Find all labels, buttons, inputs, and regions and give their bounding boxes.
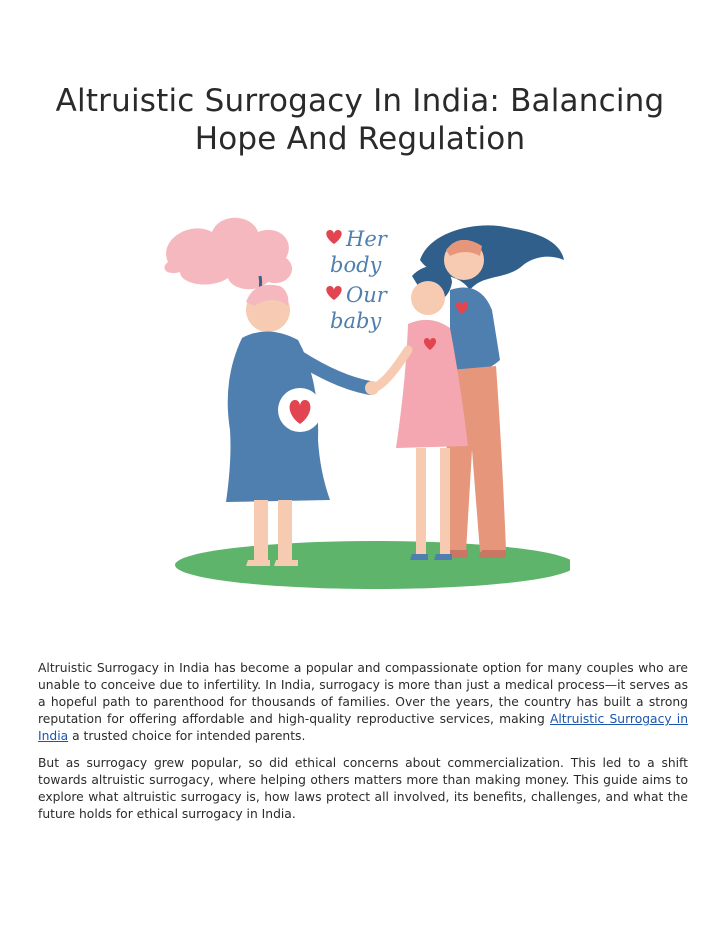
- body-text: [38, 660, 688, 833]
- document-title: Altruistic Surrogacy In India: Balancing Hope And Regulation: [55, 83, 665, 157]
- caption-line-our: Our: [346, 283, 387, 307]
- caption-line-her: Her: [346, 227, 387, 251]
- paragraph-1-text-end: a trusted choice for intended parents.: [68, 729, 306, 743]
- grass-ground: [175, 541, 570, 589]
- paragraph-2: But as surrogacy grew popular, so did ethical concerns about commercialization. This led to a shift towards altruistic surrogacy, where helping others matters more than making money. This guide aims to explore what altruistic surrogacy is, how laws protect all involved, its benefits, challenges, and what the future holds for ethical surrogacy in India.: [38, 756, 688, 821]
- woman-head: [411, 281, 445, 315]
- handwritten-caption: [326, 227, 388, 333]
- heart-icon: [326, 286, 341, 300]
- caption-line-body: body: [330, 253, 382, 277]
- man-shirt: [450, 288, 500, 373]
- heart-icon: [326, 230, 341, 244]
- paragraph-1: [38, 660, 688, 745]
- paragraph-1-text: Altruistic Surrogacy in India has become a popular and compassionate option for many couples who are unable to conceive due to infertility. In India, surrogacy is more than just a medical process—it serves as a hopeful path to parenthood for thousands of families. Over the years, the country has built a strong reputation for offering affordable and high-quality reproductive services, making: [38, 661, 688, 726]
- pink-hair-cloud: [164, 218, 292, 290]
- hero-illustration: [150, 210, 570, 600]
- caption-line-baby: baby: [330, 309, 382, 333]
- altruistic-surrogacy-link[interactable]: Altruistic Surrogacy in India: [38, 712, 689, 743]
